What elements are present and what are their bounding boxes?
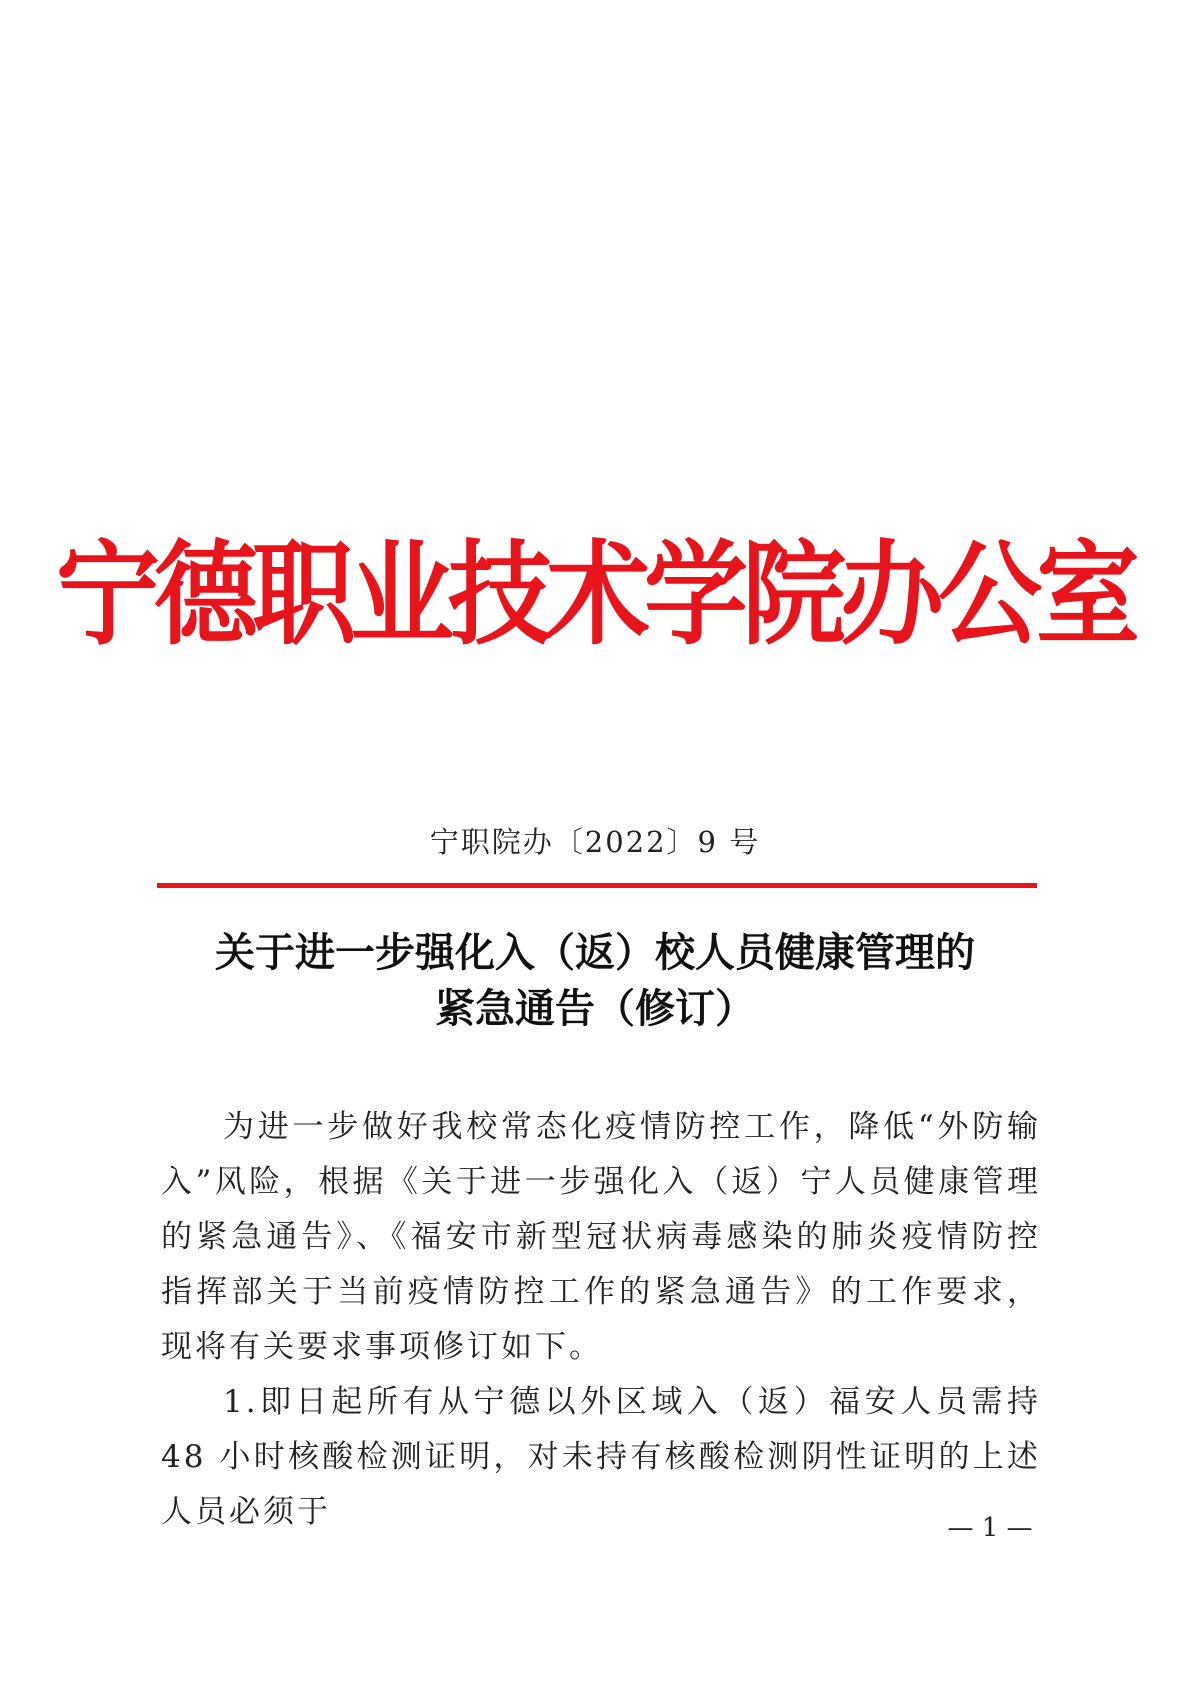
document-number: 宁职院办〔2022〕9 号	[429, 825, 761, 859]
masthead-title: 宁德职业技术学院办公室	[55, 527, 1134, 661]
notice-body	[161, 1100, 1041, 1540]
body-paragraph-item-1: 1.即日起所有从宁德以外区域入（返）福安人员需持 48 小时核酸检测证明，对未持有核酸检测阴性证明的上述人员必须于	[161, 1384, 1041, 1530]
body-paragraph-intro: 为进一步做好我校常态化疫情防控工作，降低“外防输入”风险，根据《关于进一步强化入（返）宁人员健康管理的紧急通告》、《福安市新型冠状病毒感染的肺炎疫情防控指挥部关于当前疫情防控工作的紧急通告》的工作要求，现将有关要求事项修订如下。	[161, 1109, 1041, 1365]
notice-title	[0, 925, 1190, 1037]
notice-title-line-1: 关于进一步强化入（返）校人员健康管理的	[215, 929, 975, 976]
red-divider-line	[157, 883, 1037, 888]
page-number: — 1 —	[947, 1513, 1033, 1543]
notice-title-line-2: 紧急通告（修订）	[435, 985, 755, 1032]
